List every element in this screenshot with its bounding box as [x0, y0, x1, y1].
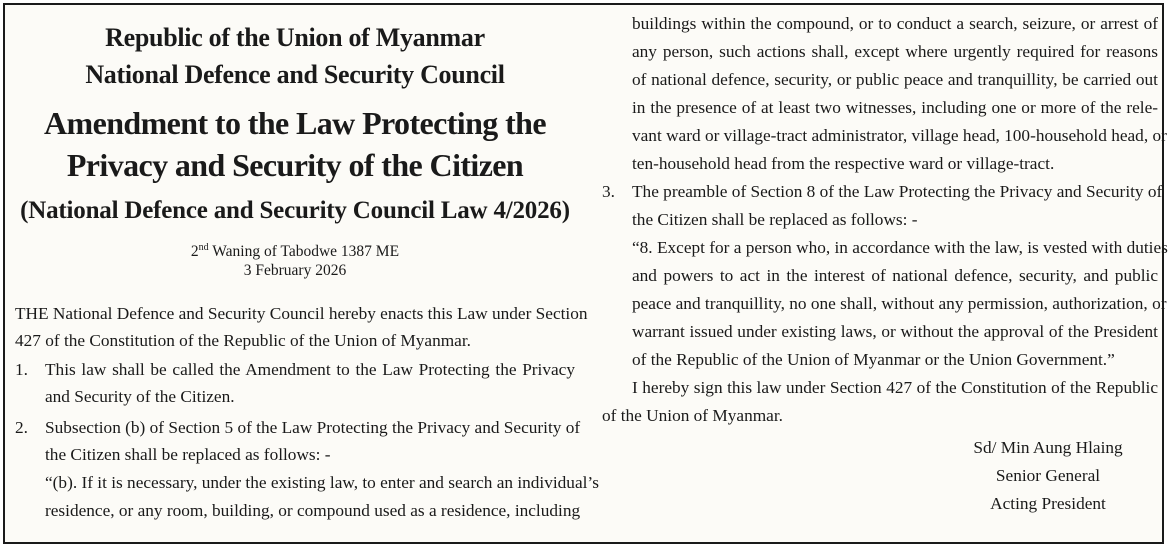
header-country: Republic of the Union of Myanmar [105, 23, 485, 52]
preamble-line-2: 427 of the Constitution of the Republic of the Union of Myanmar. [15, 331, 471, 350]
section-text: This law shall be called the Amendment to the Law Protecting the Privacy [45, 360, 575, 379]
law-number: (National Defence and Security Council Law 4/2026) [20, 197, 570, 224]
closing-line-2: of the Union of Myanmar. [602, 406, 783, 425]
section-text: any person, such actions shall, except where urgently required for reasons [632, 42, 1158, 61]
signature-name: Sd/ Min Aung Hlaing [973, 438, 1123, 457]
section-text: in the presence of at least two witnesses, including one or more of the rele- [632, 98, 1158, 117]
section-text: buildings within the compound, or to conduct a search, seizure, or arrest of [632, 14, 1158, 33]
section-text: “8. Except for a person who, in accordance with the law, is vested with duties [632, 238, 1168, 257]
section-text: the Citizen shall be replaced as follows: - [45, 445, 331, 464]
section-text: vant ward or village-tract administrator, village head, 100-household head, or [632, 126, 1167, 145]
title-line-2: Privacy and Security of the Citizen [66, 147, 524, 183]
section-text: of the Republic of the Union of Myanmar or the Union Government.” [632, 350, 1115, 369]
section-text: ten-household head from the respective ward or village-tract. [632, 154, 1055, 173]
section-text: peace and tranquillity, no one shall, without any permission, authorization, or [632, 294, 1167, 313]
header-council: National Defence and Security Council [85, 60, 505, 89]
date-myanmar: 2nd Waning of Tabodwe 1387 ME [190, 242, 400, 261]
signature-title: Acting President [990, 494, 1106, 513]
section-number: 2. [15, 418, 28, 437]
date-gregorian: 3 February 2026 [243, 262, 347, 279]
section-text: the Citizen shall be replaced as follows: - [632, 210, 918, 229]
title-line-1: Amendment to the Law Protecting the [44, 105, 546, 141]
section-text: of national defence, security, or public peace and tranquillity, be carried out [632, 70, 1158, 89]
preamble-line-1: THE National Defence and Security Council hereby enacts this Law under Section [15, 304, 588, 323]
section-number: 1. [15, 360, 28, 379]
section-text: and Security of the Citizen. [45, 387, 235, 406]
section-text: warrant issued under existing laws, or without the approval of the President [632, 322, 1158, 341]
section-text: The preamble of Section 8 of the Law Protecting the Privacy and Security of [632, 182, 1163, 201]
section-text: residence, or any room, building, or compound used as a residence, including [45, 501, 581, 520]
closing-text: I hereby sign this law under Section 427 of the Constitution of the Republic [632, 378, 1158, 397]
section-text: Subsection (b) of Section 5 of the Law Protecting the Privacy and Security of [45, 418, 581, 437]
section-text: and powers to act in the interest of national defence, security, and public [632, 266, 1158, 285]
signature-rank: Senior General [995, 466, 1101, 485]
law-document [3, 3, 1168, 544]
section-text: “(b). If it is necessary, under the existing law, to enter and search an individual’s [45, 473, 599, 492]
section-number: 3. [602, 182, 615, 201]
